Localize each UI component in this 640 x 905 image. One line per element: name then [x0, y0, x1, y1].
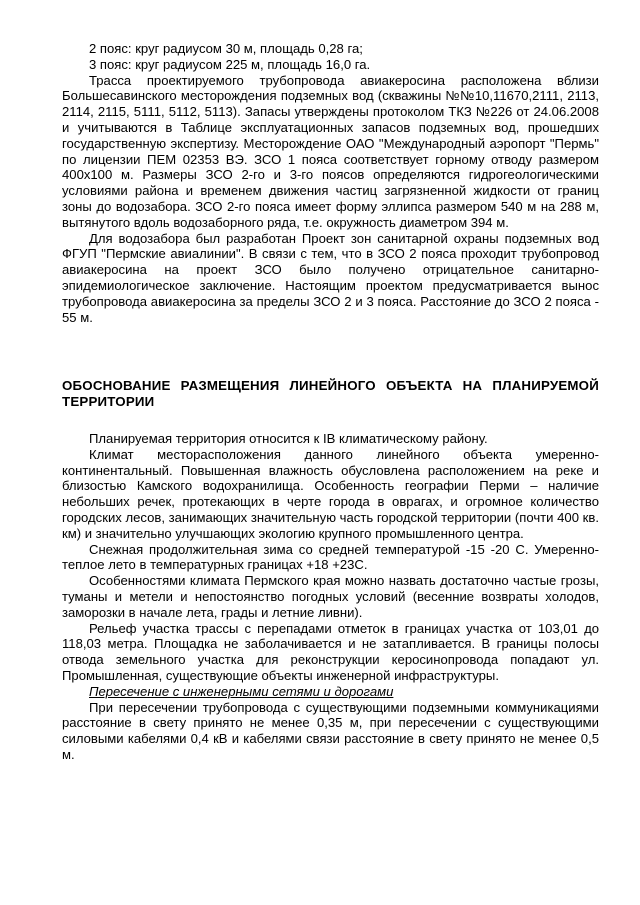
paragraph-zone-2: 2 пояс: круг радиусом 30 м, площадь 0,28 га; [89, 41, 363, 56]
paragraph-crossings: При пересечении трубопровода с существующими подземными коммуникациями расстояние в свету принято не менее 0,35 м, при пересечении с существующими силовыми кабелями 0,4 кВ и кабелями связи расстояние в свету принято не менее 0,5 м. [62, 699, 599, 762]
section-heading [62, 378, 599, 410]
section-sanitary-zones [62, 41, 599, 325]
paragraph-temperature: Снежная продолжительная зима со средней температурой -15 -20 С. Умеренно-теплое лето в температурных границах +18 +23С. [62, 541, 599, 573]
paragraph-sanitary-project: Для водозабора был разработан Проект зон санитарной охраны подземных вод ФГУП "Пермские авиалинии". В связи с тем, что в ЗСО 2 пояса проходит трубопровод авиакеросина на проект ЗСО было получено отрицательное санитарно-эпидемиологическое заключение. Настоящим проектом предусматривается вынос трубопровода авиакеросина за пределы ЗСО 2 и 3 пояса. Расстояние до ЗСО 2 пояса - 55 м. [62, 230, 599, 325]
section-justification [62, 431, 599, 763]
paragraph-zone-3: 3 пояс: круг радиусом 225 м, площадь 16,0 га. [89, 56, 371, 72]
subheading-crossings-text: Пересечение с инженерными сетями и дорогами [89, 683, 394, 699]
paragraph-climate-region: Планируемая территория относится к IB климатическому району. [89, 431, 488, 446]
paragraph-climate: Климат месторасположения данного линейного объекта умеренно-континентальный. Повышенная влажность обусловлена расположением на реке и близостью Камского водохранилища. Особенность географии Перми – наличие небольших речек, протекающих в черте города в оврагах, и огромное количество городских лесов, занимающих значительную часть городской территории (почти 400 кв. км) и значительно улучшающих экологию крупного промышленного центра. [62, 446, 599, 541]
section-title: ОБОСНОВАНИЕ РАЗМЕЩЕНИЯ ЛИНЕЙНОГО ОБЪЕКТА НА ПЛАНИРУЕМОЙ ТЕРРИТОРИИ [62, 378, 599, 409]
subheading-crossings [62, 684, 599, 700]
paragraph-relief: Рельеф участка трассы с перепадами отметок в границах участка от 103,01 до 118,03 метра. Площадка не заболачивается и не затапливается. В границы полосы отвода земельного участка для реконструкции керосинопровода попадают ул. Промышленная, существующие объекты инженерной инфраструктуры. [62, 620, 599, 683]
paragraph-weather: Особенностями климата Пермского края можно назвать достаточно частые грозы, туманы и метели и непостоянство погодных условий (весенние возвраты холодов, заморозки в начале лета, грады и летние ливни). [62, 573, 599, 620]
paragraph-groundwater-deposit: Трасса проектируемого трубопровода авиакеросина расположена вблизи Большесавинского месторождения подземных вод (скважины №№10,11670,2111, 2113, 2114, 2115, 5111, 5112, 5113). Запасы утверждены протоколом ТКЗ №226 от 24.06.2008 и учитываются в Таблице эксплуатационных запасов подземных вод, прошедших государственную экспертизу. Месторождение ОАО "Международный аэропорт "Пермь" по лицензии ПЕМ 02353 ВЭ. ЗСО 1 пояса соответствует горному отводу размером 400х100 м. Размеры ЗСО 2-го и 3-го поясов определяются гидрогеологическими условиями района и временем движения частиц загрязненной жидкости от границ зоны до водозабора. ЗСО 2-го пояса имеет форму эллипса размером 540 м на 288 м, вытянутого вдоль водозаборного ряда, т.е. окружность диаметром 394 м. [62, 72, 599, 230]
